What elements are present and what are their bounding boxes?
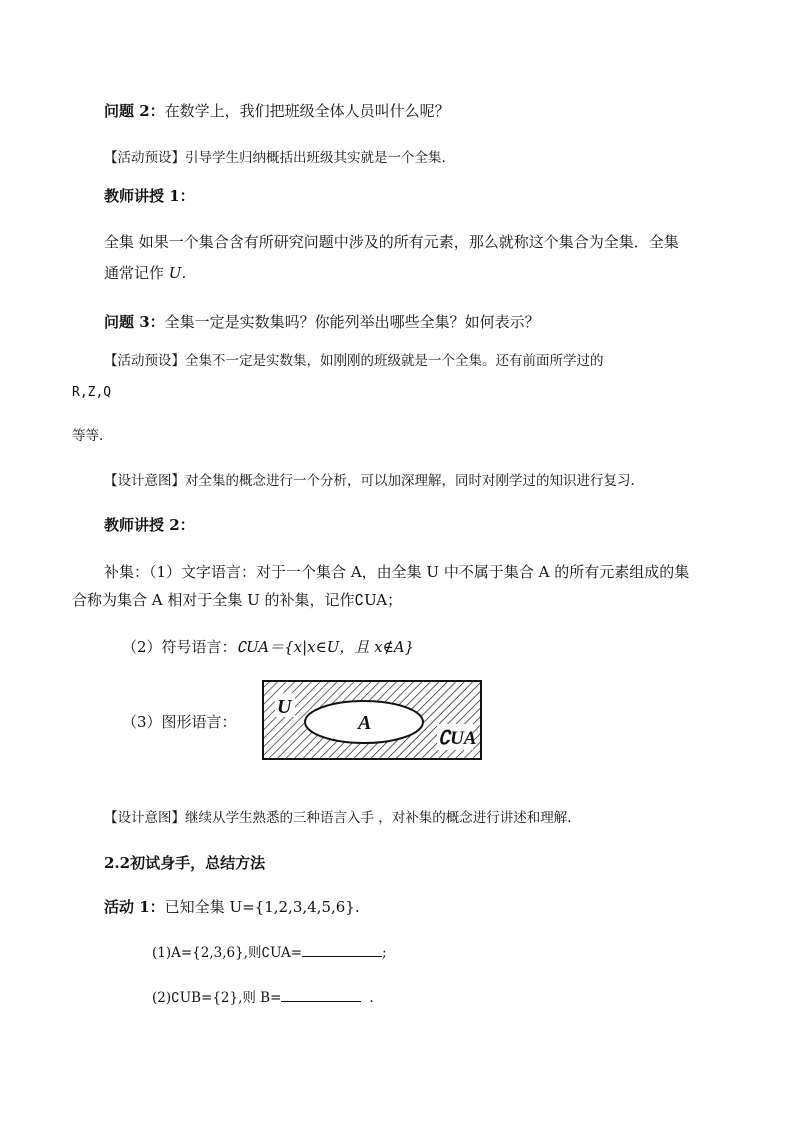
exercise-2 [152, 987, 374, 1008]
activity-1 [104, 897, 360, 917]
question-3-text: 全集一定是实数集吗？你能列举出哪些全集？如何表示？ [164, 313, 540, 331]
number-sets: R,Z,Q [72, 385, 112, 400]
activity-1-label: 活动 1： [104, 898, 165, 916]
definition-text: 通常记作 [104, 264, 169, 282]
activity-1-text: 已知全集 U={1,2,3,4,5,6}. [164, 898, 360, 916]
exercise-1-blank[interactable] [302, 942, 382, 957]
design-intent-2-text: 继续从学生熟悉的三种语言入手 ，对补集的概念进行讲述和理解. [185, 810, 572, 826]
question-3-label: 问题 3： [104, 313, 165, 331]
a-label: A [358, 712, 372, 734]
design-intent-1 [104, 471, 635, 491]
complement-verbal-line-2: 合称为集合 A 相对于全集 U 的补集，记作∁UA； [72, 591, 403, 609]
teacher-lecture-1: 教师讲授 1： [104, 187, 195, 205]
activity-preset-2-end: 等等. [72, 428, 104, 444]
design-intent-2-tag: 【设计意图】 [104, 810, 185, 826]
exercise-2-end: . [369, 990, 374, 1006]
complement-label: ∁UA [438, 728, 477, 749]
exercise-1-text: (1)A={2,3,6},则∁UA= [152, 945, 303, 961]
universal-set-definition-line-1: 全集 如果一个集合含有所研究问题中涉及的所有元素，那么就称这个集合为全集．全集 [104, 233, 679, 251]
teacher-lecture-2: 教师讲授 2： [104, 516, 195, 534]
question-2-label: 问题 2： [104, 102, 165, 120]
activity-preset-1-tag: 【活动预设】 [104, 150, 185, 166]
design-intent-1-tag: 【设计意图】 [104, 473, 185, 489]
complement-graphic-label: （3）图形语言： [122, 713, 237, 731]
question-3 [104, 312, 540, 332]
venn-diagram [262, 680, 484, 762]
symbolic-label: （2）符号语言： [122, 638, 237, 656]
universal-symbol: U [168, 264, 182, 282]
complement-verbal-line-1: 补集：（1）文字语言：对于一个集合 A，由全集 U 中不属于集合 A 的所有元素组成的集 [104, 563, 690, 581]
question-2-text: 在数学上，我们把班级全体人员叫什么呢？ [164, 102, 450, 120]
section-title: 2.2初试身手，总结方法 [104, 854, 266, 872]
exercise-1 [152, 942, 387, 963]
exercise-2-text: (2)∁UB={2},则 B= [152, 990, 282, 1006]
activity-preset-2-tag: 【活动预设】 [104, 353, 185, 369]
complement-symbolic [122, 637, 414, 657]
question-2 [104, 101, 450, 121]
symbolic-formula: ∁UA＝{x|x∈U，且 x∉A} [236, 638, 415, 656]
activity-preset-2-text: 全集不一定是实数集，如刚刚的班级就是一个全集。还有前面所学过的 [185, 353, 604, 369]
design-intent-1-text: 对全集的概念进行一个分析，可以加深理解，同时对刚学过的知识进行复习. [185, 473, 635, 489]
exercise-1-end: ; [382, 945, 387, 961]
exercise-2-blank[interactable] [281, 987, 361, 1002]
u-label: U [277, 696, 292, 718]
design-intent-2 [104, 808, 572, 828]
activity-preset-2 [104, 351, 604, 371]
universal-set-definition-line-2 [104, 263, 186, 283]
definition-end: . [181, 264, 187, 282]
activity-preset-1-text: 引导学生归纳概括出班级其实就是一个全集. [185, 150, 446, 166]
activity-preset-1 [104, 148, 446, 168]
